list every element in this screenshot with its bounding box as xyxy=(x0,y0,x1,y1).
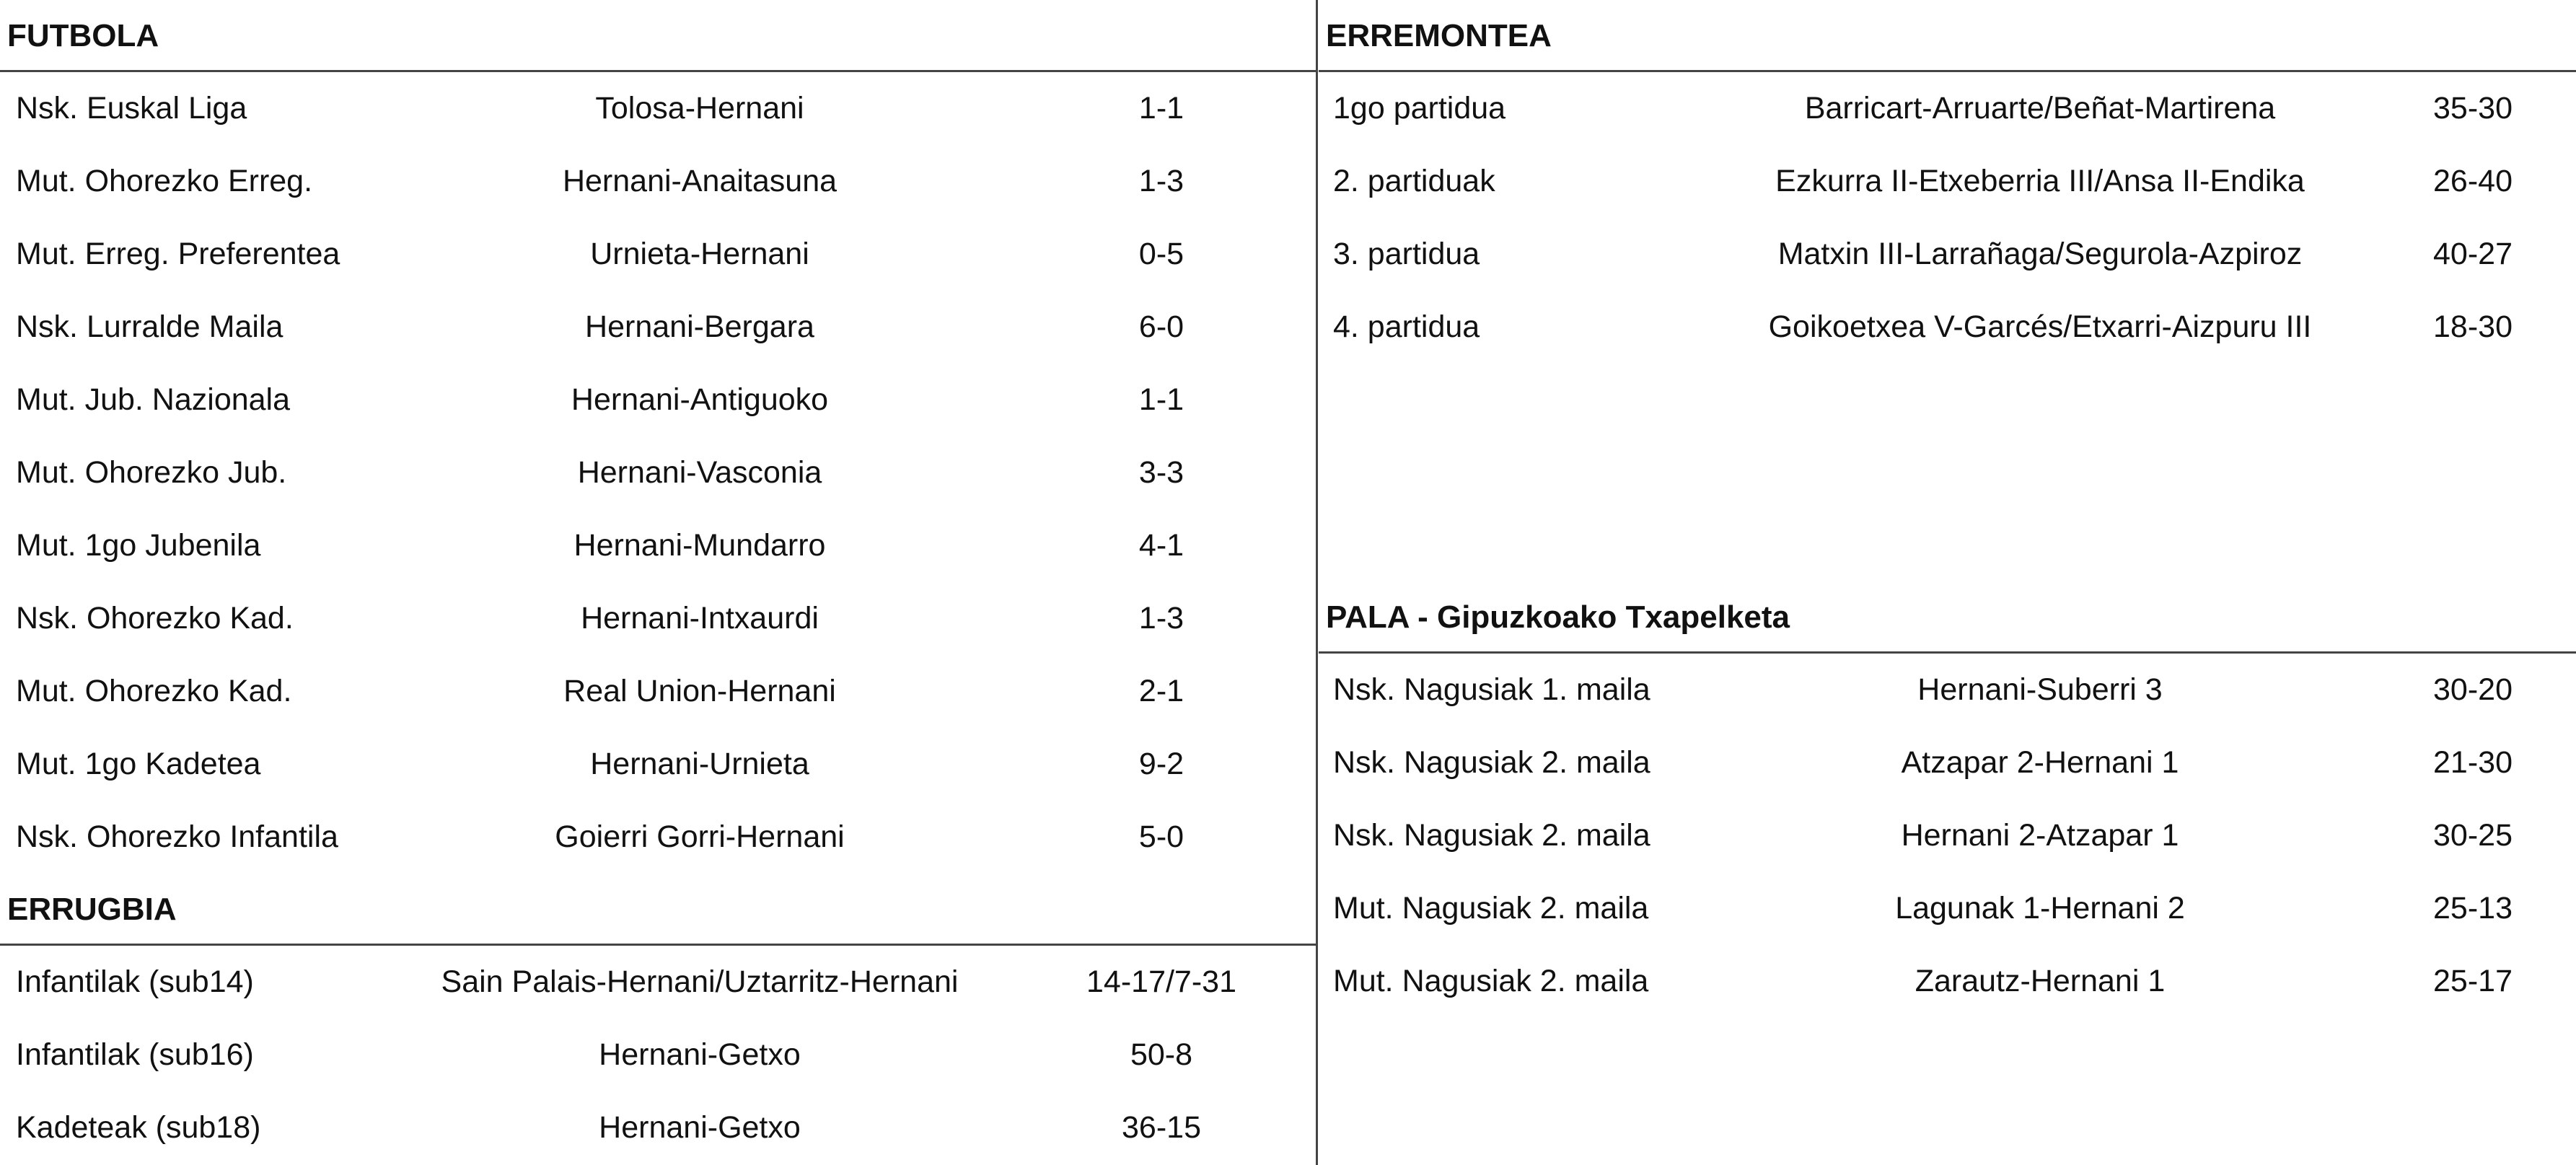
results-list xyxy=(1319,72,2576,364)
score-cell: 14-17/7-31 xyxy=(1086,964,1236,999)
match-cell: Ezkurra II-Etxeberria III/Ansa II-Endika xyxy=(1775,164,2305,198)
score-cell: 35-30 xyxy=(2433,91,2513,126)
results-list xyxy=(1319,654,2576,1018)
match-cell: Hernani-Getxo xyxy=(599,1037,801,1072)
result-row xyxy=(0,1091,1317,1164)
category-cell: 1go partidua xyxy=(1333,91,1506,126)
score-cell: 3-3 xyxy=(1138,455,1184,490)
match-cell: Hernani-Bergara xyxy=(585,309,814,344)
score-cell: 4-1 xyxy=(1138,528,1184,563)
score-cell: 26-40 xyxy=(2433,164,2513,198)
results-list xyxy=(0,946,1317,1164)
result-row xyxy=(1319,654,2576,726)
score-cell: 36-15 xyxy=(1122,1110,1201,1145)
category-cell: Nsk. Lurralde Maila xyxy=(16,309,283,344)
match-cell: Real Union-Hernani xyxy=(563,674,836,708)
score-cell: 30-25 xyxy=(2433,818,2513,853)
result-row xyxy=(0,436,1317,509)
result-row xyxy=(1319,726,2576,799)
match-cell: Goierri Gorri-Hernani xyxy=(555,819,845,854)
result-row xyxy=(1319,218,2576,291)
score-cell: 50-8 xyxy=(1130,1037,1193,1072)
result-row xyxy=(0,364,1317,436)
category-cell: 3. partidua xyxy=(1333,237,1480,271)
result-row xyxy=(1319,72,2576,145)
category-cell: Nsk. Nagusiak 2. maila xyxy=(1333,818,1650,853)
score-cell: 21-30 xyxy=(2433,745,2513,780)
score-cell: 25-13 xyxy=(2433,891,2513,926)
result-row xyxy=(0,582,1317,655)
match-cell: Hernani-Getxo xyxy=(599,1110,801,1145)
category-cell: Nsk. Euskal Liga xyxy=(16,91,247,126)
match-cell: Hernani-Anaitasuna xyxy=(562,164,838,198)
category-cell: Mut. Jub. Nazionala xyxy=(16,382,291,417)
results-list xyxy=(0,72,1317,874)
category-cell: Nsk. Nagusiak 2. maila xyxy=(1333,745,1650,780)
right-column xyxy=(1319,0,2576,1018)
score-cell: 25-17 xyxy=(2433,964,2513,998)
category-cell: Mut. Nagusiak 2. maila xyxy=(1333,964,1649,998)
score-cell: 9-2 xyxy=(1138,747,1184,781)
score-cell: 1-1 xyxy=(1138,91,1184,126)
match-cell: Hernani-Antiguoko xyxy=(571,382,829,417)
result-row xyxy=(0,801,1317,874)
match-cell: Hernani-Suberri 3 xyxy=(1917,672,2163,707)
match-cell: Lagunak 1-Hernani 2 xyxy=(1895,891,2185,926)
match-cell: Hernani-Urnieta xyxy=(590,747,809,781)
score-cell: 1-1 xyxy=(1138,382,1184,417)
match-cell: Goikoetxea V-Garcés/Etxarri-Aizpuru III xyxy=(1768,309,2312,344)
score-cell: 30-20 xyxy=(2433,672,2513,707)
result-row xyxy=(0,728,1317,801)
pala-section xyxy=(1319,581,2576,1018)
match-cell: Barricart-Arruarte/Beñat-Martirena xyxy=(1804,91,2276,126)
category-cell: Nsk. Ohorezko Infantila xyxy=(16,819,338,854)
category-cell: Infantilak (sub14) xyxy=(16,964,254,999)
category-cell: Nsk. Ohorezko Kad. xyxy=(16,601,294,636)
result-row xyxy=(0,655,1317,728)
erremontea-section xyxy=(1319,0,2576,581)
category-cell: Mut. 1go Jubenila xyxy=(16,528,261,563)
category-cell: 2. partiduak xyxy=(1333,164,1495,198)
match-cell: Sain Palais-Hernani/Uztarritz-Hernani xyxy=(441,964,959,999)
category-cell: Mut. Ohorezko Jub. xyxy=(16,455,287,490)
result-row xyxy=(1319,945,2576,1018)
score-cell: 18-30 xyxy=(2433,309,2513,344)
errugbia-section xyxy=(0,874,1317,1164)
score-cell: 40-27 xyxy=(2433,237,2513,271)
match-cell: Atzapar 2-Hernani 1 xyxy=(1901,745,2179,780)
category-cell: Nsk. Nagusiak 1. maila xyxy=(1333,672,1650,707)
result-row xyxy=(1319,872,2576,945)
category-cell: Mut. Ohorezko Kad. xyxy=(16,674,292,708)
result-row xyxy=(0,218,1317,291)
match-cell: Zarautz-Hernani 1 xyxy=(1915,964,2166,998)
section-title: FUTBOLA xyxy=(0,0,1317,72)
section-title: PALA - Gipuzkoako Txapelketa xyxy=(1319,581,2576,654)
result-row xyxy=(0,509,1317,582)
category-cell: Mut. Erreg. Preferentea xyxy=(16,237,340,271)
category-cell: Infantilak (sub16) xyxy=(16,1037,254,1072)
score-cell: 6-0 xyxy=(1138,309,1184,344)
section-title: ERREMONTEA xyxy=(1319,0,2576,72)
result-row xyxy=(1319,291,2576,364)
match-cell: Tolosa-Hernani xyxy=(595,91,804,126)
match-cell: Hernani-Vasconia xyxy=(577,455,822,490)
score-cell: 1-3 xyxy=(1138,601,1184,636)
category-cell: Mut. Ohorezko Erreg. xyxy=(16,164,313,198)
result-row xyxy=(0,946,1317,1019)
category-cell: Mut. Nagusiak 2. maila xyxy=(1333,891,1649,926)
match-cell: Matxin III-Larrañaga/Segurola-Azpiroz xyxy=(1777,237,2303,271)
match-cell: Hernani-Intxaurdi xyxy=(581,601,819,636)
category-cell: Kadeteak (sub18) xyxy=(16,1110,261,1145)
match-cell: Hernani 2-Atzapar 1 xyxy=(1901,818,2179,853)
result-row xyxy=(0,291,1317,364)
result-row xyxy=(0,72,1317,145)
category-cell: 4. partidua xyxy=(1333,309,1480,344)
score-cell: 0-5 xyxy=(1138,237,1184,271)
result-row xyxy=(1319,799,2576,872)
score-cell: 5-0 xyxy=(1138,819,1184,854)
result-row xyxy=(0,1019,1317,1091)
section-title: ERRUGBIA xyxy=(0,874,1317,946)
score-cell: 1-3 xyxy=(1138,164,1184,198)
result-row xyxy=(1319,145,2576,218)
match-cell: Hernani-Mundarro xyxy=(573,528,826,563)
match-cell: Urnieta-Hernani xyxy=(590,237,809,271)
score-cell: 2-1 xyxy=(1138,674,1184,708)
result-row xyxy=(0,145,1317,218)
category-cell: Mut. 1go Kadetea xyxy=(16,747,261,781)
futbola-section xyxy=(0,0,1317,874)
